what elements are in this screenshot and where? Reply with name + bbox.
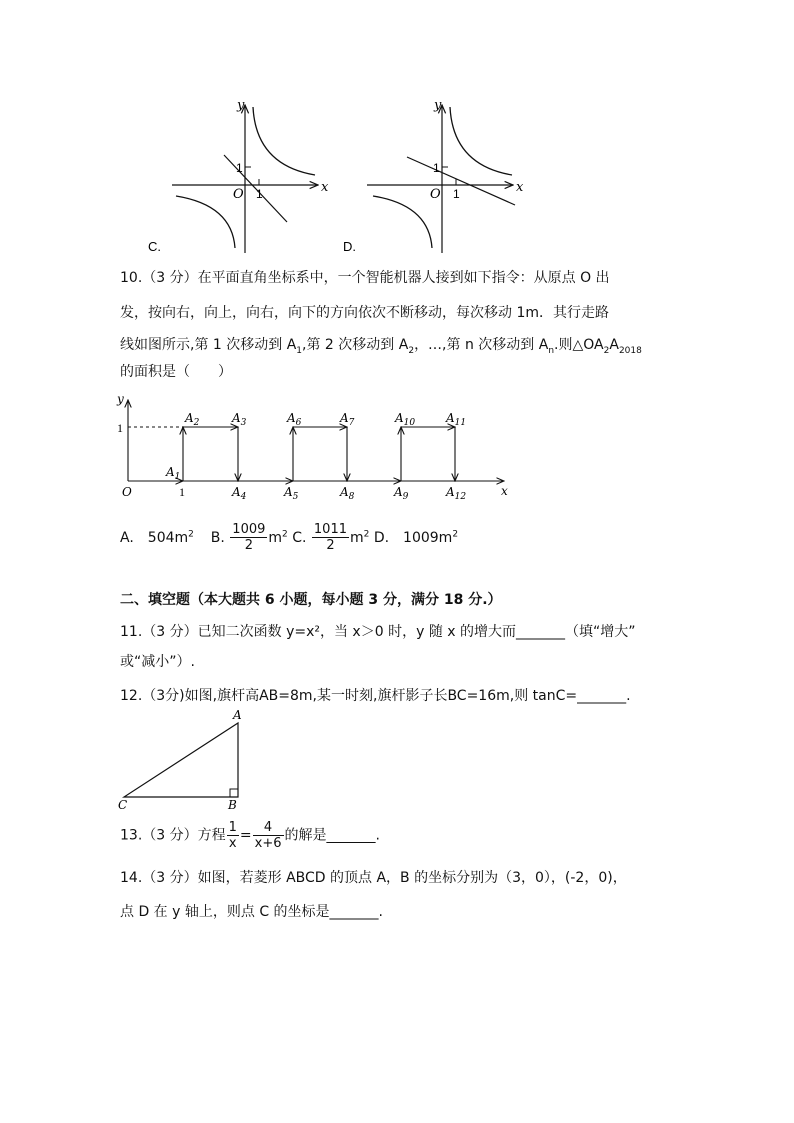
label-a1 xyxy=(165,465,180,482)
q10-line3-d: .则△OA xyxy=(554,337,604,353)
option-b: B. $\frac{1009}{2}$ $m^2$ xyxy=(210,522,288,554)
label-a5 xyxy=(283,485,299,502)
svg-text:A5: $A_5$ xyxy=(284,485,299,502)
svg-text:A2: $A_2$ xyxy=(185,411,200,428)
origin-label: O xyxy=(430,187,441,202)
option-label: C. xyxy=(148,239,161,254)
tick-y-label: 1 xyxy=(236,161,243,175)
hyperbola-upper xyxy=(450,107,512,175)
option-label: D. xyxy=(343,239,356,254)
graph-c xyxy=(140,95,340,260)
tick-x-label: 1 xyxy=(256,187,263,201)
triangle-abc xyxy=(124,723,238,797)
svg-text:A3: $A_3$ xyxy=(232,411,247,428)
y-axis-label: y xyxy=(237,98,245,113)
svg-text:A10: $A_{10}$ xyxy=(395,411,416,428)
q11-line2: 或“减小”）. xyxy=(120,654,195,670)
origin-label: O xyxy=(233,187,244,202)
sub: n xyxy=(548,345,555,356)
vertex-a-label: A xyxy=(233,708,242,722)
tick-y-label: 1 xyxy=(433,161,440,175)
q10-line3-b: ,第 2 次移动到 A xyxy=(302,337,409,353)
label-a6 xyxy=(286,411,302,428)
fraction: $\frac{4}{x+6}$ xyxy=(254,820,282,851)
fraction: $\frac{1}{x}$ xyxy=(228,820,237,851)
hyperbola-lower xyxy=(373,196,432,248)
label-a12 xyxy=(445,485,466,502)
graph-d xyxy=(335,95,535,260)
sub: 2 xyxy=(603,345,610,356)
label-a7 xyxy=(339,411,355,428)
x-axis-label: x xyxy=(501,484,508,498)
svg-text:A4: $A_4$ xyxy=(232,485,247,502)
q10-line2: 发，按向右，向上，向右，向下的方向依次不断移动，每次移动 1m．其行走路 xyxy=(120,305,609,321)
tick-x-label: 1 xyxy=(179,485,185,499)
q10-options xyxy=(120,517,458,555)
svg-text:A6: $A_6$ xyxy=(287,411,302,428)
label-a4 xyxy=(231,485,247,502)
q10-line4: 的面积是（ ） xyxy=(120,364,232,380)
q10-line1: 10.（3 分）在平面直角坐标系中，一个智能机器人接到如下指令：从原点 O 出 xyxy=(120,270,610,286)
x-axis-label: x xyxy=(321,180,329,195)
sub: 2018 xyxy=(618,345,642,356)
label-a8 xyxy=(339,485,355,502)
q10-line3-a: 线如图所示,第 1 次移动到 A xyxy=(120,337,297,353)
sub: 2 xyxy=(408,345,415,356)
right-angle-mark xyxy=(230,789,238,797)
svg-text:A1: $A_1$ xyxy=(166,465,181,482)
vertex-b-label: B xyxy=(228,798,237,812)
x-axis-label: x xyxy=(516,180,524,195)
vertex-c-label: C xyxy=(118,798,128,812)
q12-line1: 12.（3分)如图,旗杆高AB=8m,某一时刻,旗杆影子长BC=16m,则 tanC=_______. xyxy=(120,688,631,704)
q12-triangle xyxy=(112,707,262,812)
label-a11 xyxy=(445,411,466,428)
q10-diagram xyxy=(112,392,522,502)
option-c: C. $\frac{1011}{2}$ $m^2$ xyxy=(292,522,370,554)
fraction: $\frac{1009}{2}$ xyxy=(232,522,266,554)
y-axis-label: y xyxy=(117,392,124,406)
label-a9 xyxy=(393,485,409,502)
q10-line3 xyxy=(120,335,642,361)
hyperbola-upper xyxy=(253,107,315,175)
q13: 13.（3 分）方程 $\frac{1}{x}$ = $\frac{4}{x+6}$ 的解是_______. xyxy=(120,820,380,851)
option-d: D. $1009m^2$ xyxy=(373,529,459,546)
y-axis-label: y xyxy=(434,98,442,113)
label-a3 xyxy=(231,411,247,428)
fraction: $\frac{1011}{2}$ xyxy=(313,522,347,554)
q11-line1: 11.（3 分）已知二次函数 y=x²，当 x＞0 时，y 随 x 的增大而_______（填“增大” xyxy=(120,624,636,640)
label-a10 xyxy=(394,411,415,428)
origin-label: O xyxy=(122,485,132,499)
svg-text:A12: $A_{12}$ xyxy=(446,485,467,502)
q10-line3-c: ，…,第 n 次移动到 A xyxy=(414,337,549,353)
option-a: A. $504m^2$ xyxy=(120,529,194,546)
linear-line xyxy=(407,157,515,205)
tick-y-label: 1 xyxy=(117,421,123,435)
svg-text:A7: $A_7$ xyxy=(340,411,355,428)
q10-line3-e: A xyxy=(609,337,619,353)
tick-x-label: 1 xyxy=(453,187,460,201)
svg-text:A11: $A_{11}$ xyxy=(446,411,467,428)
svg-text:A8: $A_8$ xyxy=(340,485,355,502)
q14-line1: 14.（3 分）如图，若菱形 ABCD 的顶点 A，B 的坐标分别为（3，0），(-2，0)， xyxy=(120,870,627,886)
label-a2 xyxy=(184,411,200,428)
svg-text:A9: $A_9$ xyxy=(394,485,409,502)
sub: 1 xyxy=(296,345,303,356)
section-title: 二、填空题（本大题共 6 小题，每小题 3 分，满分 18 分.） xyxy=(120,592,502,608)
hyperbola-lower xyxy=(176,196,235,248)
q14-line2: 点 D 在 y 轴上，则点 C 的坐标是_______. xyxy=(120,904,383,920)
